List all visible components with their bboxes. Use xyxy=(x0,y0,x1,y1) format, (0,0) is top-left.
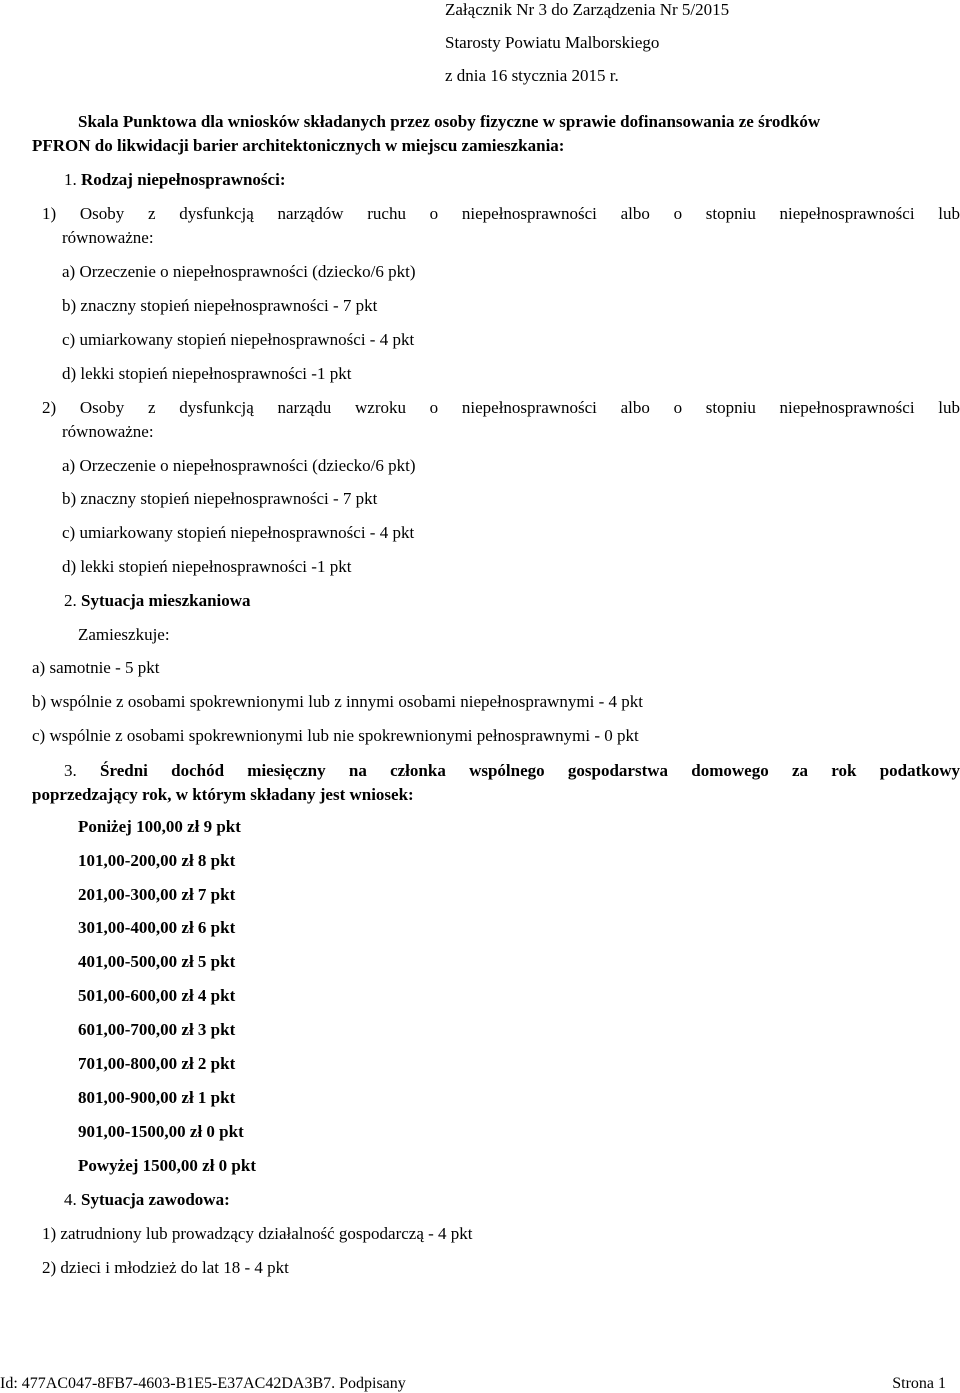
section1-heading xyxy=(64,170,285,190)
list-item: 2) dzieci i młodzież do lat 18 - 4 pkt xyxy=(42,1258,289,1277)
section4-heading xyxy=(64,1190,230,1210)
section2-number: 2. xyxy=(64,591,77,610)
list-item: 101,00-200,00 zł 8 pkt xyxy=(78,851,236,870)
list-item: d) lekki stopień niepełnosprawności -1 pkt xyxy=(62,557,352,576)
section1-group1-line1: 1) Osoby z dysfunkcją narządów ruchu o niepełnosprawności albo o stopniu niepełnosprawności lub xyxy=(42,204,960,223)
list-item: 801,00-900,00 zł 1 pkt xyxy=(78,1088,236,1107)
list-item: 201,00-300,00 zł 7 pkt xyxy=(78,885,236,904)
list-item: a) Orzeczenie o niepełnosprawności (dziecko/6 pkt) xyxy=(62,262,416,281)
title-line-2: PFRON do likwidacji barier architektonicznych w miejscu zamieszkania: xyxy=(32,136,565,155)
section3-number: 3. xyxy=(64,761,77,780)
section2-title: Sytuacja mieszkaniowa xyxy=(81,591,251,610)
list-item: d) lekki stopień niepełnosprawności -1 pkt xyxy=(62,364,352,383)
section1-group1-line2: równoważne: xyxy=(62,228,154,247)
list-item: 401,00-500,00 zł 5 pkt xyxy=(78,952,236,971)
section1-group2-line2: równoważne: xyxy=(62,422,154,441)
title-line-1: Skala Punktowa dla wniosków składanych przez osoby fizyczne w sprawie dofinansowania ze środków xyxy=(78,112,821,131)
list-item: 1) zatrudniony lub prowadzący działalność gospodarczą - 4 pkt xyxy=(42,1224,473,1243)
list-item: 501,00-600,00 zł 4 pkt xyxy=(78,986,236,1005)
header-line-3: z dnia 16 stycznia 2015 r. xyxy=(445,66,619,85)
header-line-2: Starosty Powiatu Malborskiego xyxy=(445,33,660,52)
list-item: 601,00-700,00 zł 3 pkt xyxy=(78,1020,236,1039)
footer-id: Id: 477AC047-8FB7-4603-B1E5-E37AC42DA3B7. Podpisany xyxy=(0,1375,406,1392)
list-item: c) wspólnie z osobami spokrewnionymi lub nie spokrewnionymi pełnosprawnymi - 0 pkt xyxy=(32,726,639,745)
footer-page-number: Strona 1 xyxy=(892,1375,946,1392)
section2-heading xyxy=(64,591,251,611)
section3-heading-line2: poprzedzający rok, w którym składany jest wniosek: xyxy=(32,785,414,804)
section2-intro: Zamieszkuje: xyxy=(78,625,170,644)
list-item: b) wspólnie z osobami spokrewnionymi lub z innymi osobami niepełnosprawnymi - 4 pkt xyxy=(32,692,643,711)
list-item: 301,00-400,00 zł 6 pkt xyxy=(78,918,236,937)
list-item: b) znaczny stopień niepełnosprawności - 7 pkt xyxy=(62,489,378,508)
list-item: a) Orzeczenie o niepełnosprawności (dziecko/6 pkt) xyxy=(62,456,416,475)
section3-title: Średni dochód miesięczny na członka wspólnego gospodarstwa domowego za rok podatkowy xyxy=(100,761,960,780)
section1-number: 1. xyxy=(64,170,77,189)
list-item: c) umiarkowany stopień niepełnosprawności - 4 pkt xyxy=(62,330,415,349)
section3-heading-line1 xyxy=(64,761,960,781)
list-item: Powyżej 1500,00 zł 0 pkt xyxy=(78,1156,257,1175)
list-item: a) samotnie - 5 pkt xyxy=(32,658,160,677)
list-item: c) umiarkowany stopień niepełnosprawności - 4 pkt xyxy=(62,523,415,542)
section4-number: 4. xyxy=(64,1190,77,1209)
list-item: b) znaczny stopień niepełnosprawności - 7 pkt xyxy=(62,296,378,315)
header-line-1: Załącznik Nr 3 do Zarządzenia Nr 5/2015 xyxy=(445,0,730,19)
section1-group2-line1: 2) Osoby z dysfunkcją narządu wzroku o niepełnosprawności albo o stopniu niepełnosprawności lub xyxy=(42,398,960,417)
list-item: Poniżej 100,00 zł 9 pkt xyxy=(78,817,241,836)
section4-title: Sytuacja zawodowa: xyxy=(81,1190,230,1209)
list-item: 701,00-800,00 zł 2 pkt xyxy=(78,1054,236,1073)
list-item: 901,00-1500,00 zł 0 pkt xyxy=(78,1122,244,1141)
section1-title: Rodzaj niepełnosprawności: xyxy=(81,170,286,189)
